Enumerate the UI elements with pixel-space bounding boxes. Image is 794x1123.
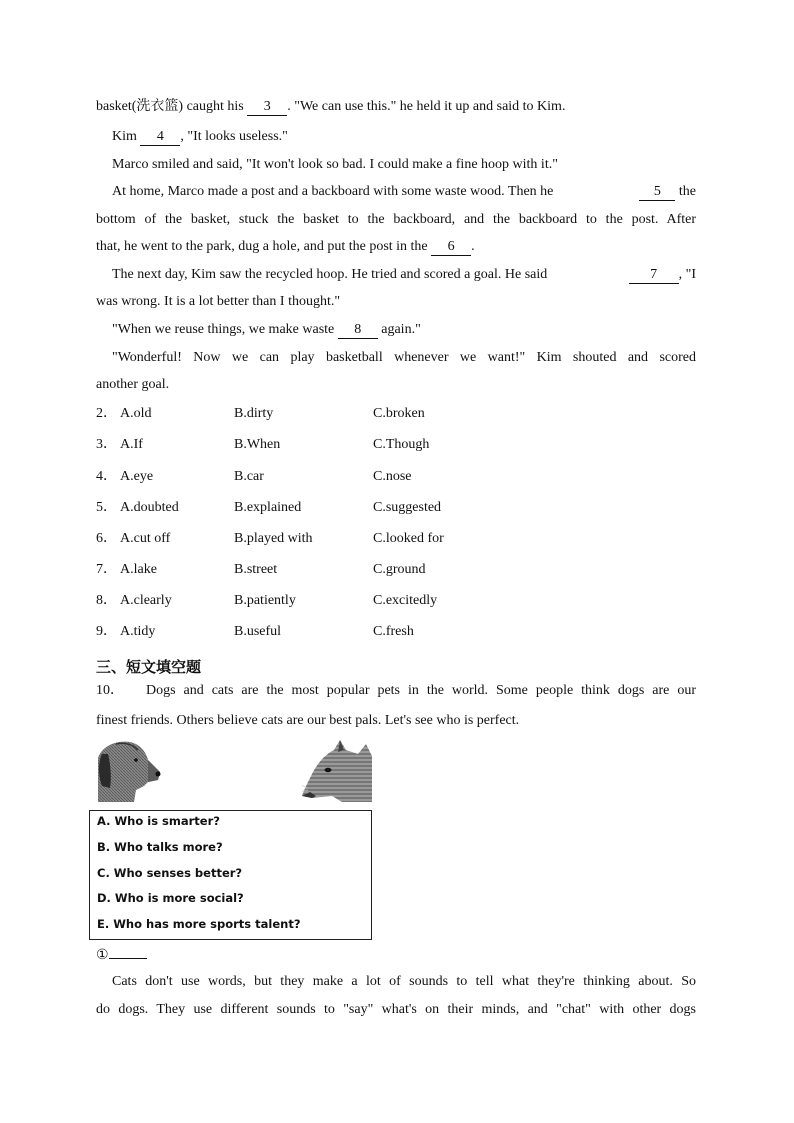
question-number: 4．: [96, 469, 117, 484]
text: . "We can use this." he held it up and said to Kim.: [287, 99, 566, 114]
option-b[interactable]: B.dirty: [234, 406, 274, 421]
choice-a: A. Who is smarter?: [97, 814, 220, 828]
dog-image: [96, 740, 162, 802]
blank-3: 3: [247, 99, 287, 116]
option-b[interactable]: B.street: [234, 562, 278, 577]
text: Kim: [112, 129, 141, 144]
text: "When we reuse things, we make waste: [112, 322, 338, 337]
passage-line-10: "Wonderful! Now we can play basketball whenever we want!" Kim shouted and scored: [112, 350, 696, 365]
option-b[interactable]: B.patiently: [234, 593, 296, 608]
passage-line-1: [96, 98, 565, 116]
passage-line-8: was wrong. It is a lot better than I thought.": [96, 294, 341, 309]
blank-7: 7: [629, 267, 679, 284]
question-number: 9．: [96, 624, 117, 639]
text: , "It looks useless.": [180, 129, 288, 144]
option-a[interactable]: A.tidy: [120, 624, 156, 639]
question-number: 8．: [96, 593, 117, 608]
text: that, he went to the park, dug a hole, and put the post in the: [96, 239, 432, 254]
choice-b: B. Who talks more?: [97, 840, 223, 854]
option-a[interactable]: A.old: [120, 406, 152, 421]
option-c[interactable]: C.nose: [373, 469, 412, 484]
blank-5: 5: [639, 184, 675, 201]
text: At home, Marco made a post and a backboard with some waste wood. Then he: [112, 184, 554, 199]
section-heading: 三、短文填空题: [96, 658, 202, 676]
option-c[interactable]: C.looked for: [373, 531, 444, 546]
option-c[interactable]: C.fresh: [373, 624, 414, 639]
option-b[interactable]: B.car: [234, 469, 264, 484]
passage-line-9: [112, 321, 421, 339]
passage-line-7: [112, 266, 696, 284]
paragraph-line-1: Cats don't use words, but they make a lot of sounds to tell what they're thinking about. So: [112, 974, 696, 989]
option-a[interactable]: A.eye: [120, 469, 154, 484]
question-10-line-2: finest friends. Others believe cats are our best pals. Let's see who is perfect.: [96, 713, 520, 728]
option-c[interactable]: C.excitedly: [373, 593, 438, 608]
answer-field[interactable]: [109, 944, 147, 959]
text: .: [471, 239, 475, 254]
choice-c: C. Who senses better?: [97, 866, 243, 880]
passage-line-4: [112, 183, 696, 201]
question-number: 7．: [96, 562, 117, 577]
cat-image: [302, 740, 372, 802]
passage-line-5: bottom of the basket, stuck the basket to the backboard, and the backboard to the post. After: [96, 212, 696, 227]
blank-6: 6: [431, 239, 471, 256]
question-10-line-1: Dogs and cats are the most popular pets in the world. Some people think dogs are our: [146, 683, 696, 698]
passage-line-3: Marco smiled and said, "It won't look so bad. I could make a fine hoop with it.": [112, 157, 558, 172]
option-b[interactable]: B.explained: [234, 500, 302, 515]
question-number: 5．: [96, 500, 117, 515]
option-c[interactable]: C.ground: [373, 562, 426, 577]
option-a[interactable]: A.If: [120, 437, 143, 452]
option-a[interactable]: A.lake: [120, 562, 157, 577]
option-a[interactable]: A.cut off: [120, 531, 171, 546]
question-number: 3．: [96, 437, 117, 452]
choice-d: D. Who is more social?: [97, 891, 244, 905]
question-number: 6．: [96, 531, 117, 546]
headings-choice-box: [89, 810, 372, 940]
circled-number: ①: [96, 948, 109, 963]
passage-line-11: another goal.: [96, 377, 170, 392]
question-number: 2．: [96, 406, 117, 421]
passage-line-6: [96, 238, 475, 256]
question-10-number: 10．: [96, 683, 124, 698]
blank-8: 8: [338, 322, 378, 339]
option-c[interactable]: C.Though: [373, 437, 430, 452]
passage-line-2: [112, 128, 288, 146]
answer-blank-1: [96, 944, 147, 965]
option-b[interactable]: B.useful: [234, 624, 282, 639]
paragraph-line-2: do dogs. They use different sounds to "say" what's on their minds, and "chat" with other dogs: [96, 1002, 696, 1017]
option-a[interactable]: A.doubted: [120, 500, 179, 515]
choice-e: E. Who has more sports talent?: [97, 917, 301, 931]
text: the: [675, 184, 696, 199]
text: again.": [377, 322, 421, 337]
option-c[interactable]: C.broken: [373, 406, 425, 421]
option-b[interactable]: B.played with: [234, 531, 313, 546]
option-c[interactable]: C.suggested: [373, 500, 442, 515]
text: The next day, Kim saw the recycled hoop. He tried and scored a goal. He said: [112, 267, 548, 282]
blank-4: 4: [140, 129, 180, 146]
text: , "I: [678, 267, 696, 282]
option-a[interactable]: A.clearly: [120, 593, 172, 608]
option-b[interactable]: B.When: [234, 437, 281, 452]
text: basket(洗衣篮) caught his: [96, 99, 248, 114]
